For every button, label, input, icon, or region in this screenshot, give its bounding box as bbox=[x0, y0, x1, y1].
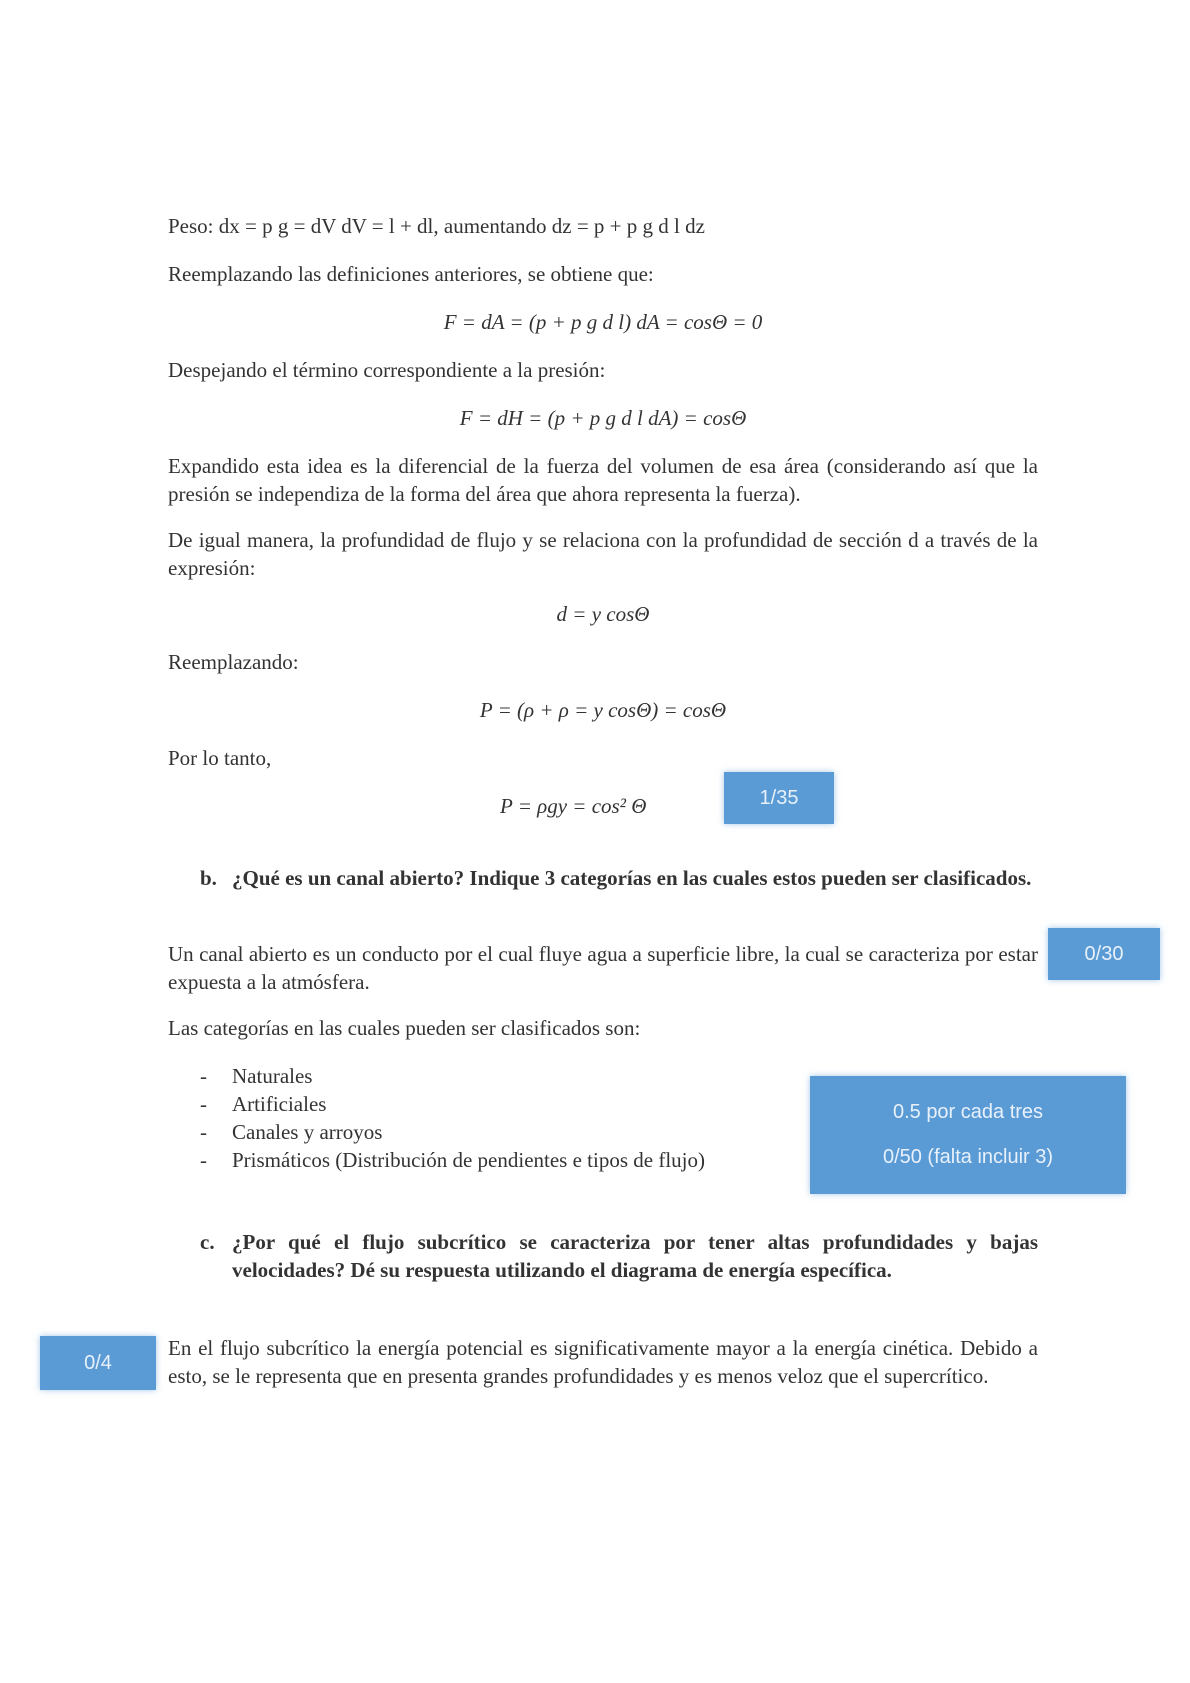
paragraph-replacing: Reemplazando las definiciones anteriores, se obtiene que: bbox=[168, 262, 654, 286]
grade-mark-3 bbox=[810, 1076, 1126, 1194]
paragraph-open-channel: Un canal abierto es un conducto por el cual fluye agua a superficie libre, la cual se caracteriza por estar expuesta a la atmósfera. bbox=[168, 942, 1038, 994]
paragraph-pressure: Despejando el término correspondiente a la presión: bbox=[168, 358, 606, 382]
question-b: ¿Qué es un canal abierto? Indique 3 categorías en las cuales estos pueden ser clasificados. bbox=[232, 866, 1032, 890]
equation-3: d = y cosΘ bbox=[556, 602, 650, 626]
list-item: - Artificiales bbox=[200, 1090, 705, 1118]
question-c: ¿Por qué el flujo subcrítico se caracteriza por tener altas profundidades y bajas velocidades? Dé su respuesta utilizando el diagrama de energía específica. bbox=[232, 1230, 1038, 1282]
list-item: - Prismáticos (Distribución de pendientes e tipos de flujo) bbox=[200, 1146, 705, 1174]
grade-mark-1-text: 1/35 bbox=[759, 786, 799, 809]
equation-1: F = dA = (p + p g d l) dA = cosΘ = 0 bbox=[443, 310, 763, 334]
equation-5: P = ρgy = cos² Θ bbox=[500, 794, 647, 818]
question-b-letter: b. bbox=[200, 866, 217, 890]
paragraph-substituting: Reemplazando: bbox=[168, 650, 299, 674]
paragraph-therefore: Por lo tanto, bbox=[168, 746, 272, 770]
list-item: - Naturales bbox=[200, 1062, 705, 1090]
grade-mark-4-text: 0/4 bbox=[84, 1351, 112, 1374]
grade-mark-3-line-2: 0/50 (falta incluir 3) bbox=[882, 1146, 1054, 1168]
equation-4: P = (ρ + ρ = y cosΘ) = cosΘ bbox=[479, 698, 727, 722]
grade-mark-2 bbox=[1048, 928, 1160, 980]
paragraph-depth: De igual manera, la profundidad de flujo y se relaciona con la profundidad de sección d a través de la expresión: bbox=[168, 528, 1038, 580]
grade-mark-1 bbox=[724, 772, 834, 824]
list-item: - Canales y arroyos bbox=[200, 1118, 705, 1146]
paragraph-weight: Peso: dx = p g = dV dV = l + dl, aumentando dz = p + p g d l dz bbox=[168, 214, 705, 238]
equation-2: F = dH = (p + p g d l dA) = cosΘ bbox=[459, 406, 747, 430]
grade-mark-4 bbox=[40, 1336, 156, 1390]
paragraph-categories: Las categorías en las cuales pueden ser clasificados son: bbox=[168, 1016, 641, 1040]
paragraph-subcritical: En el flujo subcrítico la energía potencial es significativamente mayor a la energía cinética. Debido a esto, se le representa que en presenta grandes profundidades y es menos veloz que el supercrítico. bbox=[168, 1336, 1038, 1388]
question-c-letter: c. bbox=[200, 1230, 215, 1254]
paragraph-expanded: Expandido esta idea es la diferencial de la fuerza del volumen de esa área (considerando así que la presión se independiza de la forma del área que ahora representa la fuerza). bbox=[168, 454, 1038, 506]
grade-mark-2-text: 0/30 bbox=[1084, 942, 1124, 965]
grade-mark-3-line-1: 0.5 por cada tres bbox=[892, 1101, 1044, 1123]
category-list bbox=[200, 1062, 705, 1174]
